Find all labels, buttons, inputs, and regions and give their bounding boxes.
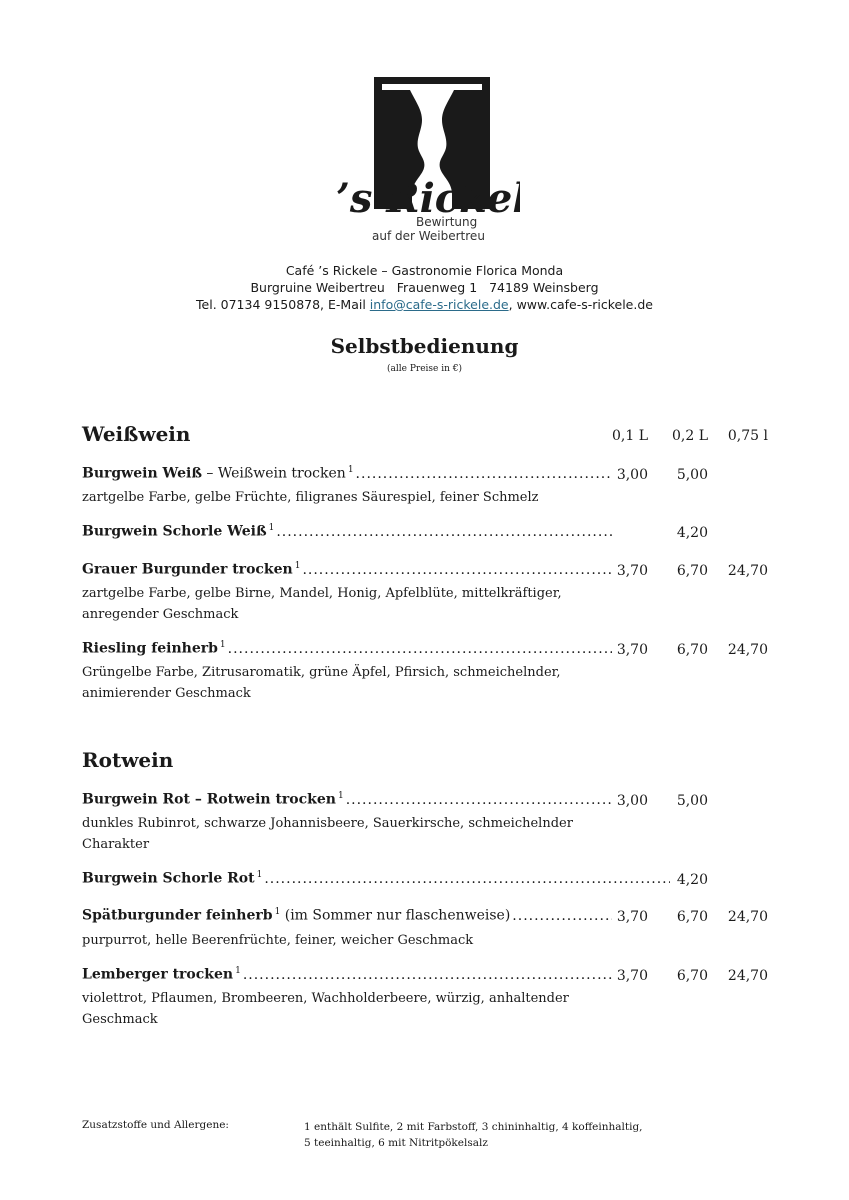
item-name: Spätburgunder feinherb $^1$ (im Sommer nur flaschenweise) [82,907,511,924]
address-line-2: Burgruine Weibertreu Frauenweg 1 74189 Weinsberg [250,280,599,295]
price-0-75: 24,70 [727,909,768,925]
price-0-75: 24,70 [727,968,768,984]
item-description: zartgelbe Farbe, gelbe Birne, Mandel, Honig, Apfelblüte, mittelkräftiger, anregender Geschmack [82,586,562,622]
dot-leader [346,792,612,808]
item-name: Lemberger trocken $^1$ [82,966,241,983]
allergen-text [304,1119,724,1151]
rickele-logo-graphic [330,72,520,247]
email-link[interactable]: info@cafe-s-rickele.de [369,297,509,312]
svg-text:auf der Weibertreu: auf der Weibertreu [372,229,485,243]
menu-item-burgwein-rot [82,791,614,811]
price-0-75: 24,70 [727,642,768,658]
dot-leader [228,641,612,657]
item-description: zartgelbe Farbe, gelbe Früchte, filigranes Säurespiel, feiner Schmelz [82,490,539,505]
item-name: Burgwein Schorle Weiß $^1$ [82,523,275,540]
price-0-1: 3,70 [616,563,648,579]
menu-item-spaetburgunder [82,907,614,927]
price-0-1: 3,70 [616,642,648,658]
dot-leader [302,562,612,578]
website-text: , www.cafe-s-rickele.de [508,297,653,312]
column-header-0-1: 0,1 L [611,428,648,444]
address-line-1: Café ’s Rickele – Gastronomie Florica Monda [285,263,564,278]
menu-item-grauer-burgunder [82,561,614,581]
item-description: Grüngelbe Farbe, Zitrusaromatik, grüne Äpfel, Pfirsich, schmeichelnder, animierender Geschmack [82,665,561,701]
menu-item-riesling [82,640,614,660]
menu-item-burgwein-schorle-weiss [82,523,614,543]
price-0-1: 3,00 [616,467,648,483]
logo [330,72,520,247]
column-header-0-75: 0,75 l [727,428,768,444]
menu-item-burgwein-weiss [82,465,614,485]
item-name: Riesling feinherb $^1$ [82,640,226,657]
price-0-2: 5,00 [676,793,708,809]
section-title-weisswein: Weißwein [82,422,191,446]
allergen-label: Zusatzstoffe und Allergene: [82,1119,229,1131]
item-name: Burgwein Schorle Rot $^1$ [82,870,263,887]
item-name: Burgwein Rot – Rotwein trocken $^1$ [82,791,344,808]
item-description: dunkles Rubinrot, schwarze Johannisbeere, Sauerkirsche, schmeichelnder Charakter [82,816,573,852]
address-block [0,262,849,313]
item-name: Burgwein Weiß – Weißwein trocken $^1$ [82,465,354,482]
svg-text:’s Rickele: ’s Ricke [336,175,513,222]
column-header-0-2: 0,2 L [671,428,708,444]
menu-item-burgwein-schorle-rot [82,870,672,890]
item-name: Grauer Burgunder trocken $^1$ [82,561,301,578]
price-0-2: 4,20 [676,872,708,888]
dot-leader [264,871,670,887]
price-0-2: 5,00 [676,467,708,483]
price-0-2: 6,70 [676,563,708,579]
menu-item-lemberger [82,966,614,986]
dot-leader [243,967,612,983]
section-title-rotwein: Rotwein [82,748,174,772]
price-0-1: 3,70 [616,968,648,984]
dot-leader [356,466,612,482]
phone-text: Tel. 07134 9150878, E-Mail [196,297,370,312]
page-subtitle: (alle Preise in €) [387,364,462,374]
page-title: Selbstbedienung [330,334,519,358]
price-0-2: 4,20 [676,525,708,541]
allergen-line-1: 1 enthält Sulfite, 2 mit Farbstoff, 3 chininhaltig, 4 koffeinhaltig, [304,1121,643,1133]
address-line-3 [0,296,849,313]
price-0-1: 3,70 [616,909,648,925]
price-0-2: 6,70 [676,909,708,925]
item-description: violettrot, Pflaumen, Brombeeren, Wachholderbeere, würzig, anhaltender Geschmack [82,991,569,1027]
price-0-2: 6,70 [676,642,708,658]
dot-leader [276,524,612,540]
price-0-75: 24,70 [727,563,768,579]
allergen-line-2: 5 teeinhaltig, 6 mit Nitritpökelsalz [304,1137,488,1149]
svg-text:Bewirtung: Bewirtung [416,215,478,229]
price-0-2: 6,70 [676,968,708,984]
item-description: purpurrot, helle Beerenfrüchte, feiner, weicher Geschmack [82,933,474,948]
price-0-1: 3,00 [616,793,648,809]
